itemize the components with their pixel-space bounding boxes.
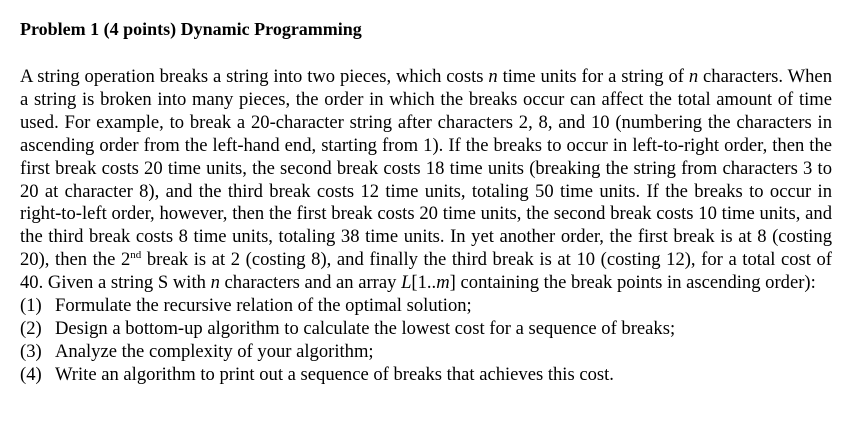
variable-n: n: [688, 66, 699, 87]
task-number: (1): [20, 295, 42, 317]
statement-text-3: characters. When a string is broken into many pieces, the order in which the breaks occur can affect the total amount of time used. For example, to break a 20-character string after characters 2, 8, and 10 (numbering the characters in ascending order from the left-hand end, starting from 1). If the breaks to occur in left-to-right order, then the first break costs 20 time units, the second break costs 18 time units (breaking the string from characters 3 to 20 at character 8), and the third break costs 12 time units, totaling 50 time units. If the breaks to occur in right-to-left order, however, then the first break costs 20 time units, the second break costs 10 time units, and the third break costs 8 time units, totaling 38 time units. In yet another order, the first break is at 8 (costing 20), then the 2: [20, 66, 832, 271]
variable-n: n: [210, 272, 220, 294]
ordinal-superscript: nd: [130, 249, 142, 262]
task-text: Formulate the recursive relation of the optimal solution;: [55, 295, 472, 317]
variable-n: n: [488, 66, 498, 87]
document-page: [20, 18, 832, 387]
statement-text-1: A string operation breaks a string into two pieces, which costs: [20, 66, 484, 87]
task-number: (4): [20, 363, 42, 385]
array-bracket-open: [1..: [411, 272, 437, 294]
task-item: [20, 341, 832, 364]
task-item: [20, 295, 832, 318]
array-bracket-close: ]: [449, 272, 456, 294]
statement-text-5: characters and an array: [224, 272, 397, 294]
problem-title: Problem 1 (4 points) Dynamic Programming: [20, 19, 362, 39]
task-text: Design a bottom-up algorithm to calculate the lowest cost for a sequence of breaks;: [55, 317, 676, 339]
task-number: (2): [20, 317, 42, 339]
task-text: Write an algorithm to print out a sequence of breaks that achieves this cost.: [55, 363, 614, 385]
task-item: [20, 364, 832, 387]
task-list: [20, 295, 832, 387]
statement-text-4: break is at 2 (costing 8), and finally the third break is at 10 (costing 12), for a total cost of 40. Given a string S with: [20, 249, 832, 294]
statement-text-6: containing the break points in ascending order):: [460, 272, 816, 294]
array-upper-bound: m: [436, 272, 450, 294]
problem-statement: [20, 66, 832, 295]
array-name: L: [401, 272, 412, 294]
task-number: (3): [20, 340, 42, 362]
task-text: Analyze the complexity of your algorithm;: [55, 340, 374, 362]
statement-text-2: time units for a string of: [502, 66, 684, 87]
task-item: [20, 318, 832, 341]
